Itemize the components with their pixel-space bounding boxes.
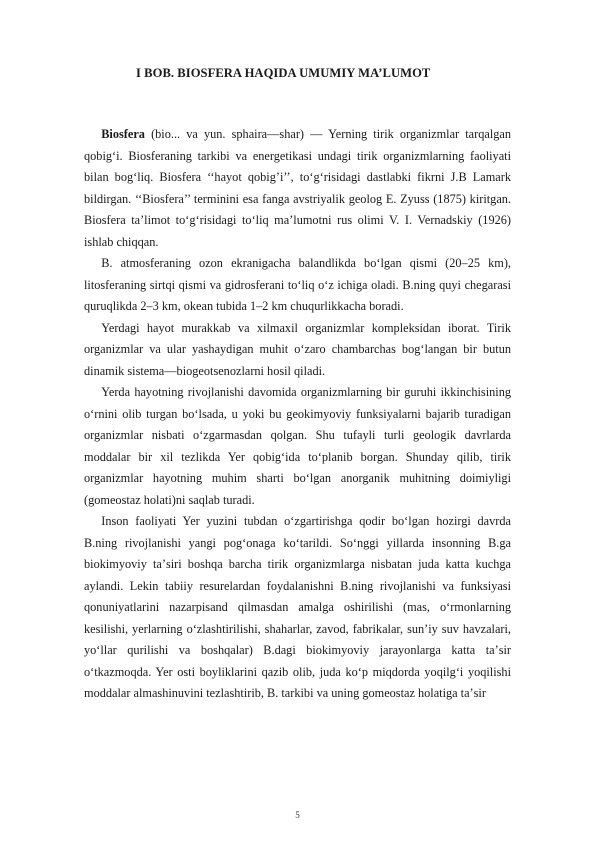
- paragraph-text: (bio... va yun. sphaira—shar) — Yerning tirik organizmlar tarqalgan qobigʻi. Biosferaning tarkibi va energetikasi undagi tirik organizmlarning faoliyati bilan bogʻliq. Biosfera ‘‘hayot qobig’i’’, toʻgʻrisidagi dastlabki fikrni J.B Lamark bildirgan. ‘‘Biosfera’’ terminini esa fanga avstriyalik geolog E. Zyuss (1875) kiritgan. Biosfera taʼlimot toʻgʻrisidagi toʻliq maʼlumotni rus olimi V. I. Vernadskiy (1926) ishlab chiqqan.: [84, 127, 511, 249]
- paragraph-text: Yerda hayotning rivojlanishi davomida organizmlarning bir guruhi ikkinchisining oʻrnini olib turgan boʻlsada, u yoki bu geokimyoviy funksiyalarni bajarib turadigan organizmlar nisbati oʻzgarmasdan qolgan. Shu tufayli turli geologik davrlarda moddalar bir xil tezlikda Yer qobigʻida toʻplanib borgan. Shunday qilib, tirik organizmlar hayotning muhim sharti boʻlgan anorganik muhitning doimiyligi (gomeostaz holati)ni saqlab turadi.: [84, 385, 511, 507]
- term-biosfera: Biosfera: [101, 127, 145, 141]
- paragraph-biosfera-boundaries: [84, 253, 511, 318]
- body-text: [84, 124, 511, 705]
- paragraph-geochemical-functions: [84, 382, 511, 511]
- paragraph-text: Yerdagi hayot murakkab va xilmaxil organizmlar kompleksidan iborat. Tirik organizmlar va ular yashaydigan muhit oʻzaro chambarchas bogʻlangan bir butun dinamik sistema—biogeotsenozlarni hosil qiladi.: [84, 320, 511, 378]
- paragraph-biogeotsenoz: [84, 318, 511, 383]
- page-number: 5: [295, 810, 300, 820]
- chapter-heading: I BOB. BIOSFERA HAQIDA UMUMIY MA’LUMOT: [136, 66, 431, 80]
- paragraph-text: Inson faoliyati Yer yuzini tubdan oʻzgartirishga qodir boʻlgan hozirgi davrda B.ning rivojlanishi yangi pogʻonaga koʻtarildi. Soʻnggi yillarda insonning B.ga biokimyoviy taʼsiri boshqa barcha tirik organizmlarga nisbatan juda katta kuchga aylandi. Lekin tabiiy resurelardan foydalanishni B.ning rivojlanishi va funksiyasi qonuniyatlarini nazarpisand qilmasdan amalga oshirilishi (mas, oʻrmonlarning kesilishi, yerlarning oʻzlashtirilishi, shaharlar, zavod, fabrikalar, sunʼiy suv havzalari, yoʻllar qurilishi va boshqalar) B.dagi biokimyoviy jarayonlarga katta taʼsir oʻtkazmoqda. Yer osti boyliklarini qazib olib, juda koʻp miqdorda yoqilgʻi yoqilishi moddalar almashinuvini tezlashtirib, B. tarkibi va uning gomeostaz holatiga taʼsir: [84, 514, 511, 700]
- paragraph-biosfera-definition: [84, 124, 511, 253]
- paragraph-text: B. atmosferaning ozon ekranigacha balandlikda boʻlgan qismi (20–25 km), litosferaning sirtqi qismi va gidrosferani toʻliq oʻz ichiga oladi. B.ning quyi chegarasi quruqlikda 2–3 km, okean tubida 1–2 km chuqurlikkacha boradi.: [84, 256, 511, 313]
- paragraph-human-impact: [84, 511, 511, 705]
